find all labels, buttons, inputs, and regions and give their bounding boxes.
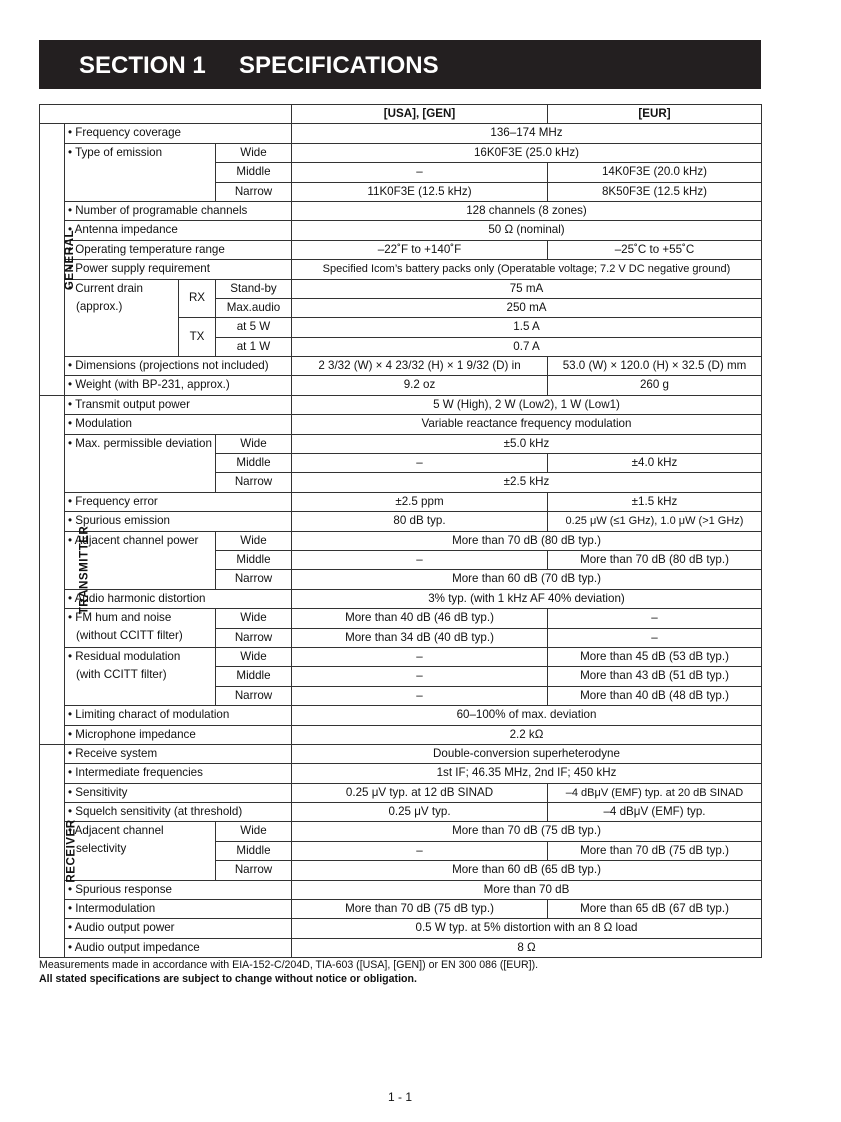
spec-value: –22˚F to +140˚F — [292, 240, 548, 259]
sub-label: Narrow — [216, 861, 292, 880]
spec-label: • Residual modulation (with CCITT filter) — [65, 647, 216, 705]
spec-label: • Squelch sensitivity (at threshold) — [65, 803, 292, 822]
spec-value: More than 70 dB — [292, 880, 762, 899]
spec-value: 5 W (High), 2 W (Low2), 1 W (Low1) — [292, 395, 762, 414]
spec-label: • Receive system — [65, 744, 292, 763]
spec-value: – — [292, 841, 548, 860]
sub-label: Stand-by — [216, 279, 292, 298]
spec-label: • FM hum and noise (without CCITT filter) — [65, 609, 216, 648]
spec-value: ±4.0 kHz — [548, 454, 762, 473]
spec-value: 2 3/32 (W) × 4 23/32 (H) × 1 9/32 (D) in — [292, 357, 548, 376]
spec-value: – — [548, 609, 762, 628]
spec-value: More than 34 dB (40 dB typ.) — [292, 628, 548, 647]
spec-value: Variable reactance frequency modulation — [292, 415, 762, 434]
spec-label: • Adjacent channel power — [65, 531, 216, 589]
sub-label: at 5 W — [216, 318, 292, 337]
spec-label: • Intermediate frequencies — [65, 764, 292, 783]
spec-value: More than 65 dB (67 dB typ.) — [548, 900, 762, 919]
disclaimer-note: All stated specifications are subject to change without notice or obligation. — [39, 973, 417, 985]
page-number: 1 - 1 — [387, 1090, 412, 1104]
spec-label: • Power supply requirement — [65, 260, 292, 279]
spec-value: More than 40 dB (46 dB typ.) — [292, 609, 548, 628]
spec-label: • Frequency error — [65, 492, 292, 511]
table-row — [40, 357, 762, 376]
eur-header: [EUR] — [548, 105, 762, 124]
spec-value: More than 70 dB (75 dB typ.) — [548, 841, 762, 860]
sub-label: Middle — [216, 667, 292, 686]
sub-label: Wide — [216, 531, 292, 550]
spec-label: • Dimensions (projections not included) — [65, 357, 292, 376]
sub-label: Middle — [216, 454, 292, 473]
blank-header — [40, 105, 292, 124]
table-row — [40, 395, 762, 414]
table-row — [40, 803, 762, 822]
section-title: SPECIFICATIONS — [239, 52, 439, 79]
sub-label: Middle — [216, 163, 292, 182]
spec-label: • Spurious emission — [65, 512, 292, 531]
spec-value: 0.25 μV typ. — [292, 803, 548, 822]
table-row — [40, 725, 762, 744]
table-row — [40, 434, 762, 453]
table-row — [40, 880, 762, 899]
spec-value: 2.2 kΩ — [292, 725, 762, 744]
spec-value: – — [292, 550, 548, 569]
spec-value: 260 g — [548, 376, 762, 395]
sub-label: Wide — [216, 647, 292, 666]
spec-value: 80 dB typ. — [292, 512, 548, 531]
table-row — [40, 260, 762, 279]
spec-value: 0.25 μV typ. at 12 dB SINAD — [292, 783, 548, 802]
spec-value: More than 40 dB (48 dB typ.) — [548, 686, 762, 705]
sub-label: Wide — [216, 143, 292, 162]
spec-value: 11K0F3E (12.5 kHz) — [292, 182, 548, 201]
spec-value: 60–100% of max. deviation — [292, 706, 762, 725]
spec-value: More than 70 dB (80 dB typ.) — [548, 550, 762, 569]
table-row — [40, 279, 762, 298]
spec-label: • Number of programable channels — [65, 201, 292, 220]
spec-label: • Current drain (approx.) — [65, 279, 179, 357]
spec-value: More than 60 dB (70 dB typ.) — [292, 570, 762, 589]
spec-value: 53.0 (W) × 120.0 (H) × 32.5 (D) mm — [548, 357, 762, 376]
table-row — [40, 764, 762, 783]
spec-value: –4 dBμV (EMF) typ. — [548, 803, 762, 822]
spec-label: • Frequency coverage — [65, 124, 292, 143]
sub-label-rx: RX — [179, 279, 216, 318]
spec-value: –4 dBμV (EMF) typ. at 20 dB SINAD — [548, 783, 762, 802]
sub-label: Wide — [216, 822, 292, 841]
spec-value: – — [292, 163, 548, 182]
spec-value: ±1.5 kHz — [548, 492, 762, 511]
table-row — [40, 744, 762, 763]
spec-label: • Adjacent channel selectivity — [65, 822, 216, 880]
spec-value: 3% typ. (with 1 kHz AF 40% deviation) — [292, 589, 762, 608]
spec-value: 75 mA — [292, 279, 762, 298]
table-row — [40, 201, 762, 220]
table-row — [40, 240, 762, 259]
sub-label: Narrow — [216, 473, 292, 492]
sub-label-tx: TX — [179, 318, 216, 357]
spec-value: More than 70 dB (75 dB typ.) — [292, 822, 762, 841]
spec-value: 0.5 W typ. at 5% distortion with an 8 Ω load — [292, 919, 762, 938]
table-row — [40, 143, 762, 162]
spec-table — [39, 104, 762, 958]
spec-value: 0.7 A — [292, 337, 762, 356]
table-row — [40, 124, 762, 143]
table-row — [40, 415, 762, 434]
spec-value: – — [292, 686, 548, 705]
spec-value: 1st IF; 46.35 MHz, 2nd IF; 450 kHz — [292, 764, 762, 783]
spec-label: • Audio harmonic distortion — [65, 589, 292, 608]
spec-value: ±2.5 ppm — [292, 492, 548, 511]
spec-label: • Audio output power — [65, 919, 292, 938]
spec-value: 50 Ω (nominal) — [292, 221, 762, 240]
spec-value: 8 Ω — [292, 938, 762, 957]
sub-label: at 1 W — [216, 337, 292, 356]
spec-label: • Type of emission — [65, 143, 216, 201]
table-row — [40, 531, 762, 550]
group-receiver: RECEIVER — [40, 744, 65, 957]
spec-label: • Spurious response — [65, 880, 292, 899]
table-row — [40, 492, 762, 511]
table-row — [40, 221, 762, 240]
spec-value: 0.25 μW (≤1 GHz), 1.0 μW (>1 GHz) — [548, 512, 762, 531]
sub-label: Narrow — [216, 182, 292, 201]
group-general: GENERAL — [40, 124, 65, 395]
spec-label: • Max. permissible deviation — [65, 434, 216, 492]
spec-value: 136–174 MHz — [292, 124, 762, 143]
measurement-note: Measurements made in accordance with EIA-152-C/204D, TIA-603 ([USA], [GEN]) or EN 300 086 ([EUR]). — [39, 959, 539, 971]
footnotes — [39, 958, 538, 986]
spec-label: • Modulation — [65, 415, 292, 434]
spec-label: • Microphone impedance — [65, 725, 292, 744]
sub-label: Middle — [216, 550, 292, 569]
spec-label: • Transmit output power — [65, 395, 292, 414]
table-row — [40, 647, 762, 666]
table-row — [40, 512, 762, 531]
sub-label: Narrow — [216, 686, 292, 705]
spec-value: ±2.5 kHz — [292, 473, 762, 492]
spec-label: • Audio output impedance — [65, 938, 292, 957]
sub-label: Narrow — [216, 570, 292, 589]
spec-value: More than 60 dB (65 dB typ.) — [292, 861, 762, 880]
spec-value: Double-conversion superheterodyne — [292, 744, 762, 763]
spec-label: • Operating temperature range — [65, 240, 292, 259]
spec-value: More than 70 dB (80 dB typ.) — [292, 531, 762, 550]
spec-value: 1.5 A — [292, 318, 762, 337]
table-row — [40, 900, 762, 919]
spec-value: 250 mA — [292, 298, 762, 317]
spec-label: • Limiting charact of modulation — [65, 706, 292, 725]
spec-value: –25˚C to +55˚C — [548, 240, 762, 259]
spec-value: 8K50F3E (12.5 kHz) — [548, 182, 762, 201]
section-number: SECTION 1 — [79, 52, 206, 79]
spec-value: 128 channels (8 zones) — [292, 201, 762, 220]
spec-value: 14K0F3E (20.0 kHz) — [548, 163, 762, 182]
spec-value: More than 70 dB (75 dB typ.) — [292, 900, 548, 919]
table-row — [40, 706, 762, 725]
table-row — [40, 376, 762, 395]
spec-value: – — [292, 647, 548, 666]
table-row — [40, 783, 762, 802]
spec-label: • Sensitivity — [65, 783, 292, 802]
spec-value: – — [548, 628, 762, 647]
table-row — [40, 938, 762, 957]
spec-label: • Intermodulation — [65, 900, 292, 919]
spec-value: More than 43 dB (51 dB typ.) — [548, 667, 762, 686]
spec-value: 9.2 oz — [292, 376, 548, 395]
spec-value: – — [292, 667, 548, 686]
sub-label: Wide — [216, 434, 292, 453]
table-row — [40, 919, 762, 938]
sub-label: Max.audio — [216, 298, 292, 317]
sub-label: Middle — [216, 841, 292, 860]
spec-value: More than 45 dB (53 dB typ.) — [548, 647, 762, 666]
group-transmitter: TRANSMITTER — [40, 395, 65, 744]
spec-value: Specified Icom’s battery packs only (Operatable voltage; 7.2 V DC negative ground) — [292, 260, 762, 279]
sub-label: Narrow — [216, 628, 292, 647]
table-row — [40, 609, 762, 628]
table-row — [40, 822, 762, 841]
header-row — [40, 105, 762, 124]
spec-value: ±5.0 kHz — [292, 434, 762, 453]
sub-label: Wide — [216, 609, 292, 628]
section-header — [39, 40, 761, 89]
spec-label: • Weight (with BP-231, approx.) — [65, 376, 292, 395]
spec-value: 16K0F3E (25.0 kHz) — [292, 143, 762, 162]
usa-header: [USA], [GEN] — [292, 105, 548, 124]
spec-label: • Antenna impedance — [65, 221, 292, 240]
table-row — [40, 589, 762, 608]
spec-value: – — [292, 454, 548, 473]
